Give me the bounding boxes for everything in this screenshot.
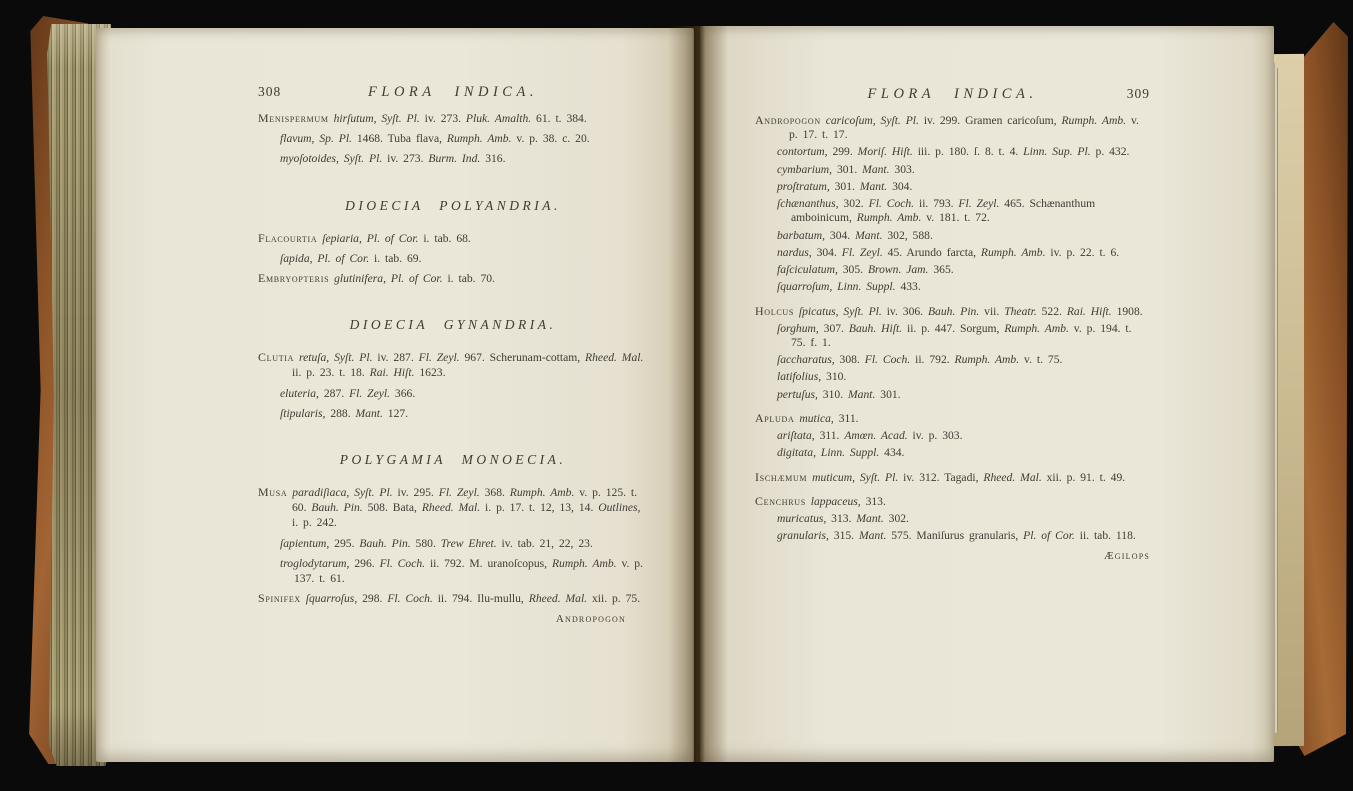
index-entry xyxy=(755,322,1150,350)
italic-citation: contortum, xyxy=(777,145,828,159)
italic-citation: ſchænanthus, xyxy=(777,197,839,211)
italic-citation: Rumph. Amb. xyxy=(551,556,617,570)
index-entry xyxy=(258,485,648,531)
citation-text: 299. xyxy=(827,145,858,159)
italic-citation: eluteria, xyxy=(280,386,319,400)
italic-citation: Mant. xyxy=(859,179,888,193)
citation-text: 434. xyxy=(879,446,905,460)
citation-text: i. tab. 68. xyxy=(418,231,471,245)
citation-text: iv. 295. xyxy=(392,486,439,500)
citation-text: iii. p. 180. ſ. 8. t. 4. xyxy=(912,145,1024,159)
italic-citation: muticum, Syſt. Pl. xyxy=(807,470,899,484)
citation-text: 311. xyxy=(833,411,859,425)
citation-text: 308. xyxy=(834,353,865,367)
citation-text: iv. 273. xyxy=(382,152,429,166)
citation-text: 301. xyxy=(875,387,901,401)
italic-citation: Theatr. xyxy=(1004,304,1037,318)
index-entry xyxy=(755,529,1150,543)
citation-text: 365. xyxy=(928,263,954,277)
running-title-right: FLORA INDICA. xyxy=(867,86,1038,102)
italic-citation: Rumph. Amb. xyxy=(509,486,575,500)
citation-text: iv. 306. xyxy=(881,304,928,318)
index-entry xyxy=(755,263,1150,277)
citation-text: 303. xyxy=(889,162,915,176)
citation-text: 310. xyxy=(821,370,847,384)
italic-citation: Rumph. Amb. xyxy=(856,211,922,225)
italic-citation: Fl. Coch. xyxy=(387,592,433,606)
index-entry xyxy=(258,350,648,380)
index-entry xyxy=(755,388,1150,402)
index-entry xyxy=(258,406,648,421)
italic-citation: ariſtata, xyxy=(777,429,815,443)
index-entry xyxy=(755,494,1150,509)
italic-citation: Bauh. Pin. xyxy=(359,536,411,550)
italic-citation: faſciculatum, xyxy=(777,263,838,277)
index-entry xyxy=(258,231,648,246)
italic-citation: barbatum, xyxy=(777,228,825,242)
genus-name: Andropogon xyxy=(755,113,821,127)
italic-citation: hirſutum, Syſt. Pl. xyxy=(328,112,420,125)
index-entry xyxy=(258,536,648,551)
citation-text: ii. 792. xyxy=(910,353,955,367)
italic-citation: Rheed. Mal. xyxy=(585,351,644,365)
citation-text: 1623. xyxy=(414,366,446,380)
italic-citation: muricatus, xyxy=(777,511,827,525)
citation-text: p. 432. xyxy=(1090,145,1130,159)
italic-citation: Fl. Coch. xyxy=(379,556,426,570)
italic-citation: ſepiaria, Pl. of Cor. xyxy=(317,231,419,245)
italic-citation: Rumph. Amb. xyxy=(954,353,1020,367)
italic-citation: ſtipularis, xyxy=(280,406,326,420)
italic-citation: Mant. xyxy=(856,511,884,525)
citation-text: 307. xyxy=(818,321,849,335)
index-entry xyxy=(755,163,1150,177)
genus-name: Spinifex xyxy=(258,591,301,606)
italic-citation: Rai. Hiſt. xyxy=(369,366,415,380)
citation-text: ii. 794. Ilu-mullu, xyxy=(432,592,529,606)
citation-text: iv. tab. 21, 22, 23. xyxy=(496,536,593,550)
citation-text: 296. xyxy=(349,556,380,570)
index-entry xyxy=(258,131,648,146)
index-entries-right xyxy=(755,113,1150,543)
citation-text: v. p. 137. t. 61. xyxy=(294,556,643,586)
index-entry xyxy=(755,145,1150,159)
index-entry xyxy=(755,429,1150,443)
italic-citation: ſquarroſus, xyxy=(300,592,358,606)
italic-citation: paradiſiaca, Syſt. Pl. xyxy=(287,486,393,500)
citation-text: iv. p. 303. xyxy=(907,429,963,443)
citation-text: 295. xyxy=(329,536,360,550)
italic-citation: Rheed. Mal. xyxy=(983,470,1042,484)
italic-citation: ſquarroſum, Linn. Suppl. xyxy=(777,280,896,294)
citation-text: ii. 793. xyxy=(914,197,959,211)
italic-citation: Amœn. Acad. xyxy=(844,429,908,443)
citation-text: ii. p. 447. Sorgum, xyxy=(902,321,1005,335)
index-entry xyxy=(258,591,648,606)
book-page-left xyxy=(96,28,694,762)
citation-text: 305. xyxy=(837,263,868,277)
italic-citation: nardus, xyxy=(777,245,812,259)
citation-text: i. tab. 70. xyxy=(442,272,495,286)
italic-citation: digitata, Linn. Suppl. xyxy=(777,446,880,460)
italic-citation: Pl. of Cor. xyxy=(1023,529,1075,543)
index-entry xyxy=(258,111,648,126)
italic-citation: Fl. Coch. xyxy=(868,197,915,211)
page-header-right xyxy=(755,86,1150,103)
italic-citation: Bauh. Pin. xyxy=(927,304,980,318)
genus-name: Musa xyxy=(258,485,288,500)
genus-name: Apluda xyxy=(755,410,795,425)
italic-citation: Linn. Sup. Pl. xyxy=(1023,145,1091,159)
italic-citation: latifolius, xyxy=(777,370,822,384)
index-entries-left xyxy=(258,111,648,606)
italic-citation: Moriſ. Hiſt. xyxy=(857,145,913,159)
italic-citation: Rumph. Amb. xyxy=(1004,321,1069,335)
italic-citation: mutica, xyxy=(794,411,834,425)
index-entry xyxy=(755,113,1150,142)
italic-citation: ſpicatus, Syſt. Pl. xyxy=(794,304,882,318)
citation-text: 287. xyxy=(318,386,350,400)
citation-text: xii. p. 75. xyxy=(587,592,641,606)
citation-text: 366. xyxy=(390,386,416,400)
index-entry xyxy=(755,280,1150,294)
index-entry xyxy=(755,304,1150,319)
citation-text: i. tab. 69. xyxy=(369,251,422,265)
citation-text: 465. Schænanthum amboinicum, xyxy=(791,197,1096,225)
citation-text: 298. xyxy=(357,592,388,606)
italic-citation: Rai. Hiſt. xyxy=(1066,304,1112,318)
citation-text: iv. 287. xyxy=(372,351,419,365)
citation-text: 433. xyxy=(895,280,921,294)
citation-text: ii. 792. M. uranoſcopus, xyxy=(425,556,552,570)
italic-citation: Fl. Zeyl. xyxy=(418,351,460,365)
italic-citation: Bauh. Pin. xyxy=(311,501,363,515)
catchword-left: Andropogon xyxy=(555,613,626,626)
citation-text: xii. p. 91. t. 49. xyxy=(1041,470,1126,484)
italic-citation: ſapientum, xyxy=(280,536,330,550)
italic-citation: ſorghum, xyxy=(777,321,819,335)
index-entry xyxy=(258,271,648,286)
italic-citation: Brown. Jam. xyxy=(867,263,929,277)
citation-text: vii. xyxy=(979,304,1005,318)
citation-text: 313. xyxy=(826,511,857,525)
index-entry xyxy=(258,151,648,166)
italic-citation: Outlines, xyxy=(598,501,641,515)
citation-text: 368. xyxy=(479,486,510,500)
index-entry xyxy=(258,386,648,401)
citation-text: 61. t. 384. xyxy=(531,112,587,125)
citation-text: 304. xyxy=(887,179,913,193)
italic-citation: Rumph. Amb. xyxy=(980,245,1046,259)
citation-text: 575. Maniſurus granularis, xyxy=(886,529,1024,543)
index-entry xyxy=(755,229,1150,243)
citation-text: 315. xyxy=(828,529,859,543)
page-number-right: 309 xyxy=(1126,86,1150,101)
citation-text: 311. xyxy=(814,429,845,443)
citation-text: 508. Bata, xyxy=(362,501,422,515)
citation-text: ii. p. 23. t. 18. xyxy=(292,366,370,380)
citation-text: 301. xyxy=(832,162,863,176)
genus-name: Cenchrus xyxy=(755,493,806,508)
index-entry xyxy=(755,370,1150,384)
italic-citation: Mant. xyxy=(848,387,876,401)
index-entry xyxy=(755,470,1150,485)
citation-text: v. p. 194. t. 75. f. 1. xyxy=(791,321,1132,349)
index-entry xyxy=(755,411,1150,426)
citation-text: 304. xyxy=(811,245,842,259)
italic-citation: pertuſus, xyxy=(777,387,818,401)
citation-text: 316. xyxy=(480,152,506,166)
italic-citation: myoſotoides, Syſt. Pl. xyxy=(280,152,383,166)
italic-citation: flavum, Sp. Pl. xyxy=(280,132,352,146)
italic-citation: Fl. Zeyl. xyxy=(349,386,391,400)
genus-name: Holcus xyxy=(755,303,795,318)
italic-citation: Mant. xyxy=(855,228,883,242)
citation-text: 302, 588. xyxy=(882,228,933,242)
italic-citation: Fl. Coch. xyxy=(864,353,911,367)
citation-text: 301. xyxy=(829,179,860,193)
citation-text: 1468. Tuba flava, xyxy=(351,132,447,146)
index-entry xyxy=(258,556,648,586)
italic-citation: Bauh. Hiſt. xyxy=(848,321,903,335)
citation-text: 522. xyxy=(1036,304,1067,318)
citation-text: 1908. xyxy=(1111,304,1143,318)
italic-citation: troglodytarum, xyxy=(280,556,350,570)
italic-citation: cymbarium, xyxy=(777,162,833,176)
italic-citation: Trew Ehret. xyxy=(440,536,497,550)
italic-citation: ſapida, Pl. of Cor. xyxy=(280,251,370,265)
index-entry xyxy=(755,512,1150,526)
citation-text: v. p. 125. t. 60. xyxy=(292,486,638,515)
italic-citation: proſtratum, xyxy=(777,179,830,193)
citation-text: 304. xyxy=(825,228,856,242)
italic-citation: Mant. xyxy=(858,529,887,543)
citation-text: 302. xyxy=(883,511,909,525)
citation-text: 967. Scherunam-cottam, xyxy=(459,351,586,365)
citation-text: i. p. 242. xyxy=(292,516,337,530)
citation-text: 302. xyxy=(838,197,869,211)
citation-text: v. 181. t. 72. xyxy=(921,211,990,225)
citation-text: 288. xyxy=(325,406,356,420)
index-entry xyxy=(755,246,1150,260)
italic-citation: Burm. Ind. xyxy=(428,152,481,166)
citation-text: v. p. 17. t. 17. xyxy=(789,114,1139,142)
index-entry xyxy=(755,180,1150,194)
index-entry xyxy=(755,446,1150,460)
italic-citation: Mant. xyxy=(355,406,383,420)
citation-text: i. p. 17. t. 12, 13, 14. xyxy=(480,501,599,515)
italic-citation: Rheed. Mal. xyxy=(421,501,481,515)
genus-name: Flacourtia xyxy=(258,230,318,245)
genus-name: Ischæmum xyxy=(755,469,808,484)
italic-citation: granularis, xyxy=(777,529,829,543)
index-entry xyxy=(755,197,1150,225)
italic-citation: Rumph. Amb. xyxy=(1061,114,1127,127)
italic-citation: ſaccharatus, xyxy=(777,353,835,367)
italic-citation: lappaceus, xyxy=(805,494,861,508)
citation-text: v. p. 38. c. 20. xyxy=(511,132,590,146)
citation-text: v. t. 75. xyxy=(1019,353,1063,367)
page-number-left: 308 xyxy=(258,84,282,99)
section-heading: POLYGAMIA MONOECIA. xyxy=(339,452,567,468)
citation-text: 580. xyxy=(410,536,441,550)
italic-citation: retuſa, Syſt. Pl. xyxy=(294,351,373,365)
italic-citation: Rumph. Amb. xyxy=(446,132,512,146)
genus-name: Embryopteris xyxy=(258,271,330,286)
genus-name: Menispermum xyxy=(258,111,329,125)
citation-text: 127. xyxy=(382,406,409,420)
italic-citation: caricoſum, Syſt. Pl. xyxy=(820,114,919,127)
section-heading: DIOECIA GYNANDRIA. xyxy=(349,317,557,333)
italic-citation: Rheed. Mal. xyxy=(528,592,588,606)
index-entry xyxy=(258,251,648,266)
italic-citation: Fl. Zeyl. xyxy=(841,245,883,259)
italic-citation: Fl. Zeyl. xyxy=(958,197,1000,211)
italic-citation: Pluk. Amalth. xyxy=(465,112,532,125)
catchword-right: Ægilops xyxy=(1103,550,1150,563)
citation-text: 310. xyxy=(817,387,848,401)
citation-text: iv. 273. xyxy=(419,112,466,125)
italic-citation: glutinifera, Pl. of Cor. xyxy=(329,272,443,286)
citation-text: iv. 312. Tagadi, xyxy=(898,470,984,484)
genus-name: Clutia xyxy=(258,350,295,365)
citation-text: 313. xyxy=(860,494,886,508)
italic-citation: Fl. Zeyl. xyxy=(438,486,480,500)
running-title-left: FLORA INDICA. xyxy=(368,84,538,100)
section-heading: DIOECIA POLYANDRIA. xyxy=(345,197,561,213)
citation-text: iv. 299. Gramen caricoſum, xyxy=(918,114,1062,127)
citation-text: ii. tab. 118. xyxy=(1074,529,1136,543)
citation-text: iv. p. 22. t. 6. xyxy=(1045,245,1120,259)
italic-citation: Mant. xyxy=(862,162,890,176)
citation-text: 45. Arundo farcta, xyxy=(882,245,981,259)
book-page-right xyxy=(700,26,1274,762)
page-header-left xyxy=(258,84,648,101)
index-entry xyxy=(755,353,1150,367)
